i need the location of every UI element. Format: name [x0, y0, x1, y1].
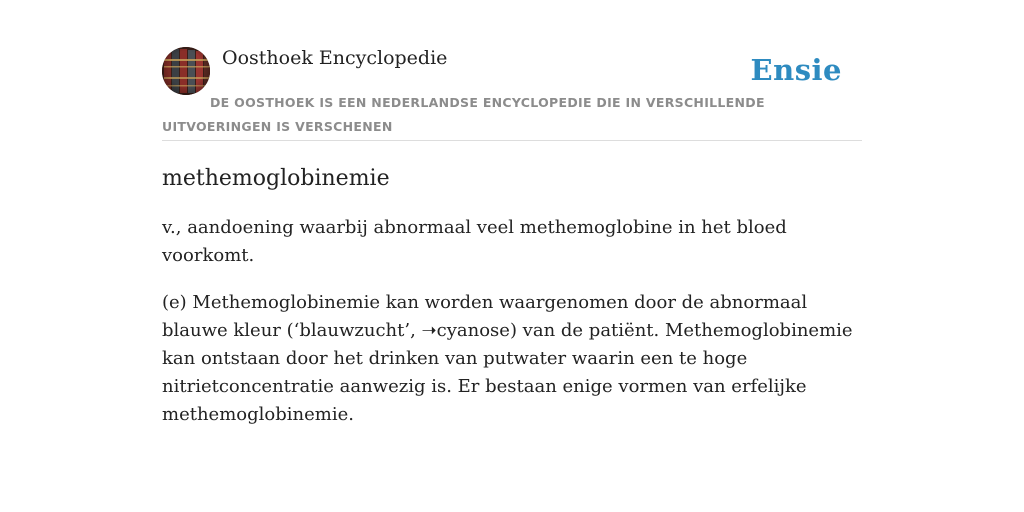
site-header [162, 46, 862, 141]
crossref-link-text: cyanose [436, 320, 510, 341]
description-text-before-link: (e) Methemoglobinemie kan worden waargenomen door de abnormaal blauwe kleur (‘blauwzucht’, [162, 292, 808, 341]
cyanose-crossref-link[interactable] [422, 320, 510, 341]
books-image [162, 47, 210, 95]
site-name[interactable]: Oosthoek Encyclopedie [222, 47, 448, 69]
entry-title: methemoglobinemie [162, 166, 390, 191]
entry-description [162, 289, 866, 429]
description-text-after-link: ) van de patiënt. Methemoglobinemie kan ontstaan door het drinken van putwater waarin een te hoge nitrietconcentratie aanwezig is. Er bestaan enige vormen van erfelijke methemoglobinemie. [162, 320, 853, 425]
site-tagline: DE OOSTHOEK IS EEN NEDERLANDSE ENCYCLOPEDIE DIE IN VERSCHILLENDE UITVOERINGEN IS VERSCHENEN [162, 95, 765, 134]
ensie-brand-link[interactable]: Ensie [750, 53, 842, 87]
encyclopedia-books-avatar[interactable] [162, 47, 210, 95]
entry-definition: v., aandoening waarbij abnormaal veel methemoglobine in het bloed voorkomt. [162, 217, 787, 266]
entry-content [162, 160, 866, 429]
crossref-arrow-icon: ➝ [421, 320, 437, 341]
